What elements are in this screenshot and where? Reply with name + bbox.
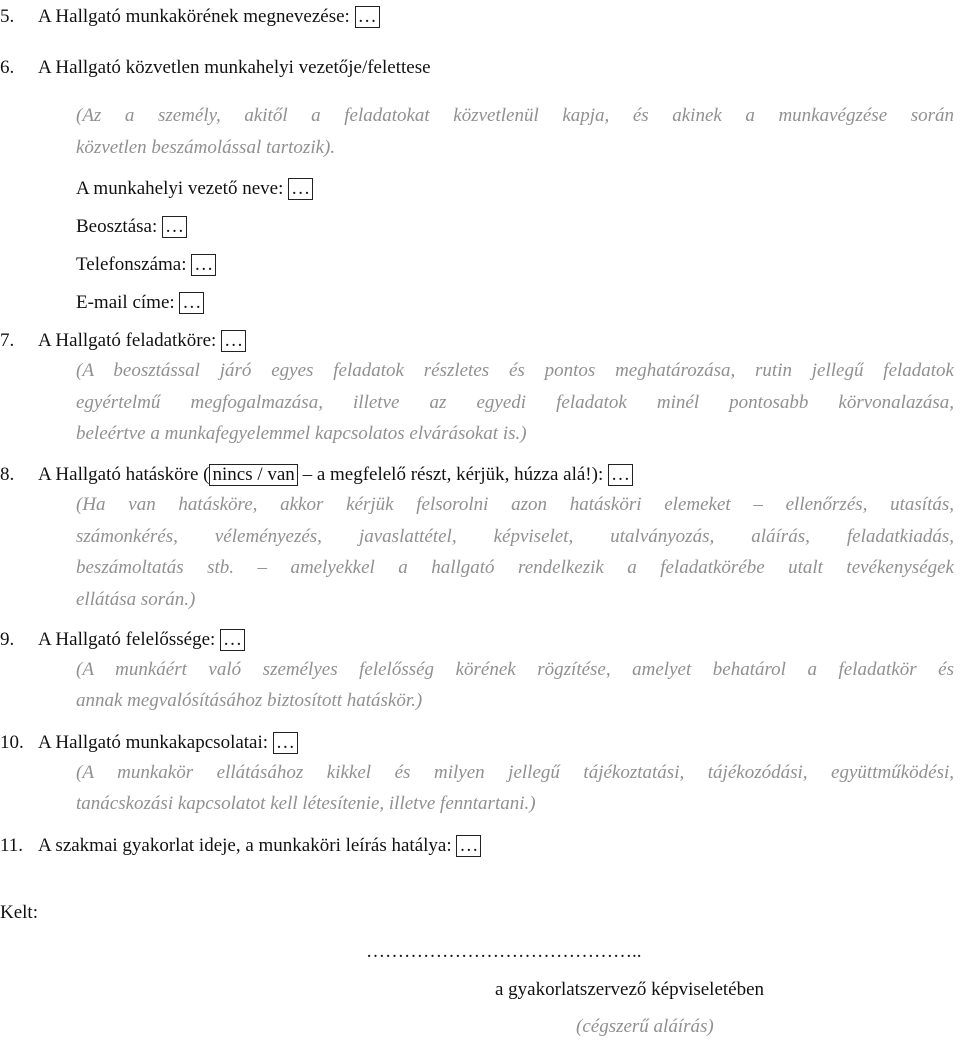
item-6-note-line-1: (Az a személy, akitől a feladatokat közvetlenül kapja, és akinek a munkavégzése során bbox=[76, 105, 954, 126]
item-8-note-line-4: ellátása során.) bbox=[76, 589, 196, 610]
manager-phone-row bbox=[76, 254, 216, 276]
item-number: 5. bbox=[0, 6, 15, 27]
item-6-note-line-2: közvetlen beszámolással tartozik). bbox=[76, 137, 336, 158]
authority-choice[interactable]: nincs / van bbox=[209, 464, 297, 486]
duties-field[interactable]: … bbox=[221, 330, 246, 352]
manager-phone-field[interactable]: … bbox=[191, 254, 216, 276]
manager-name-label: A munkahelyi vezető neve: bbox=[76, 178, 284, 199]
item-label: A Hallgató munkakörének megnevezése: bbox=[38, 6, 350, 27]
item-label: A szakmai gyakorlat ideje, a munkaköri leírás hatálya: bbox=[38, 835, 452, 856]
signature-line: …………………………………….. bbox=[366, 941, 642, 962]
item-label-start: A Hallgató hatásköre ( bbox=[38, 464, 210, 485]
item-number: 8. bbox=[0, 464, 15, 485]
manager-email-row bbox=[76, 292, 204, 314]
authority-field[interactable]: … bbox=[608, 464, 633, 486]
manager-name-field[interactable]: … bbox=[288, 178, 313, 200]
item-label: A Hallgató munkakapcsolatai: bbox=[38, 732, 269, 753]
item-7-note-line-1: (A beosztással járó egyes feladatok részletes és pontos meghatározása, rutin jellegű feladatok bbox=[76, 360, 954, 381]
signer-label: a gyakorlatszervező képviseletében bbox=[495, 979, 765, 1000]
item-10-note-line-2: tanácskozási kapcsolatot kell létesítenie, illetve fenntartani.) bbox=[76, 793, 536, 814]
item-number: 11. bbox=[0, 835, 24, 856]
date-label: Kelt: bbox=[0, 902, 38, 923]
signature-note: (cégszerű aláírás) bbox=[576, 1016, 714, 1037]
relations-field[interactable]: … bbox=[273, 732, 298, 754]
job-title-field[interactable]: … bbox=[355, 6, 380, 28]
item-7-note-line-2: egyértelmű megfogalmazása, illetve az egyedi feladatok minél pontosabb körvonalazása, bbox=[76, 392, 954, 413]
item-8-note-line-3: beszámoltatás stb. – amelyekkel a hallgató rendelkezik a feladatkörébe utalt tevékenységek bbox=[76, 557, 954, 578]
item-9-note-line-1: (A munkáért való személyes felelősség körének rögzítése, amelyet behatárol a feladatkör és bbox=[76, 659, 954, 680]
item-9-note-line-2: annak megvalósításához biztosított hatáskör.) bbox=[76, 690, 423, 711]
manager-position-row bbox=[76, 216, 187, 238]
item-label: A Hallgató felelőssége: bbox=[38, 629, 216, 650]
validity-field[interactable]: … bbox=[456, 835, 481, 857]
item-label: A Hallgató közvetlen munkahelyi vezetője/felettese bbox=[38, 57, 431, 78]
manager-name-row bbox=[76, 178, 313, 200]
item-label: A Hallgató feladatköre: bbox=[38, 330, 217, 351]
item-8-note-line-1: (Ha van hatásköre, akkor kérjük felsorolni azon hatásköri elemeket – ellenőrzés, utasítás, bbox=[76, 494, 954, 515]
responsibility-field[interactable]: … bbox=[220, 629, 245, 651]
manager-position-field[interactable]: … bbox=[162, 216, 187, 238]
item-number: 10. bbox=[0, 732, 24, 753]
manager-position-label: Beosztása: bbox=[76, 216, 158, 237]
manager-email-label: E-mail címe: bbox=[76, 292, 175, 313]
manager-email-field[interactable]: … bbox=[179, 292, 204, 314]
item-8-note-line-2: számonkérés, véleményezés, javaslattétel, képviselet, utalványozás, aláírás, feladatkiadás, bbox=[76, 526, 954, 547]
item-label-end: – a megfelelő részt, kérjük, húzza alá!): bbox=[302, 464, 604, 485]
item-number: 9. bbox=[0, 629, 15, 650]
manager-phone-label: Telefonszáma: bbox=[76, 254, 187, 275]
item-number: 7. bbox=[0, 330, 15, 351]
item-number: 6. bbox=[0, 57, 15, 78]
item-10-note-line-1: (A munkakör ellátásához kikkel és milyen jellegű tájékoztatási, tájékozódási, együttműködési, bbox=[76, 762, 954, 783]
item-7-note-line-3: beleértve a munkafegyelemmel kapcsolatos elvárásokat is.) bbox=[76, 423, 527, 444]
